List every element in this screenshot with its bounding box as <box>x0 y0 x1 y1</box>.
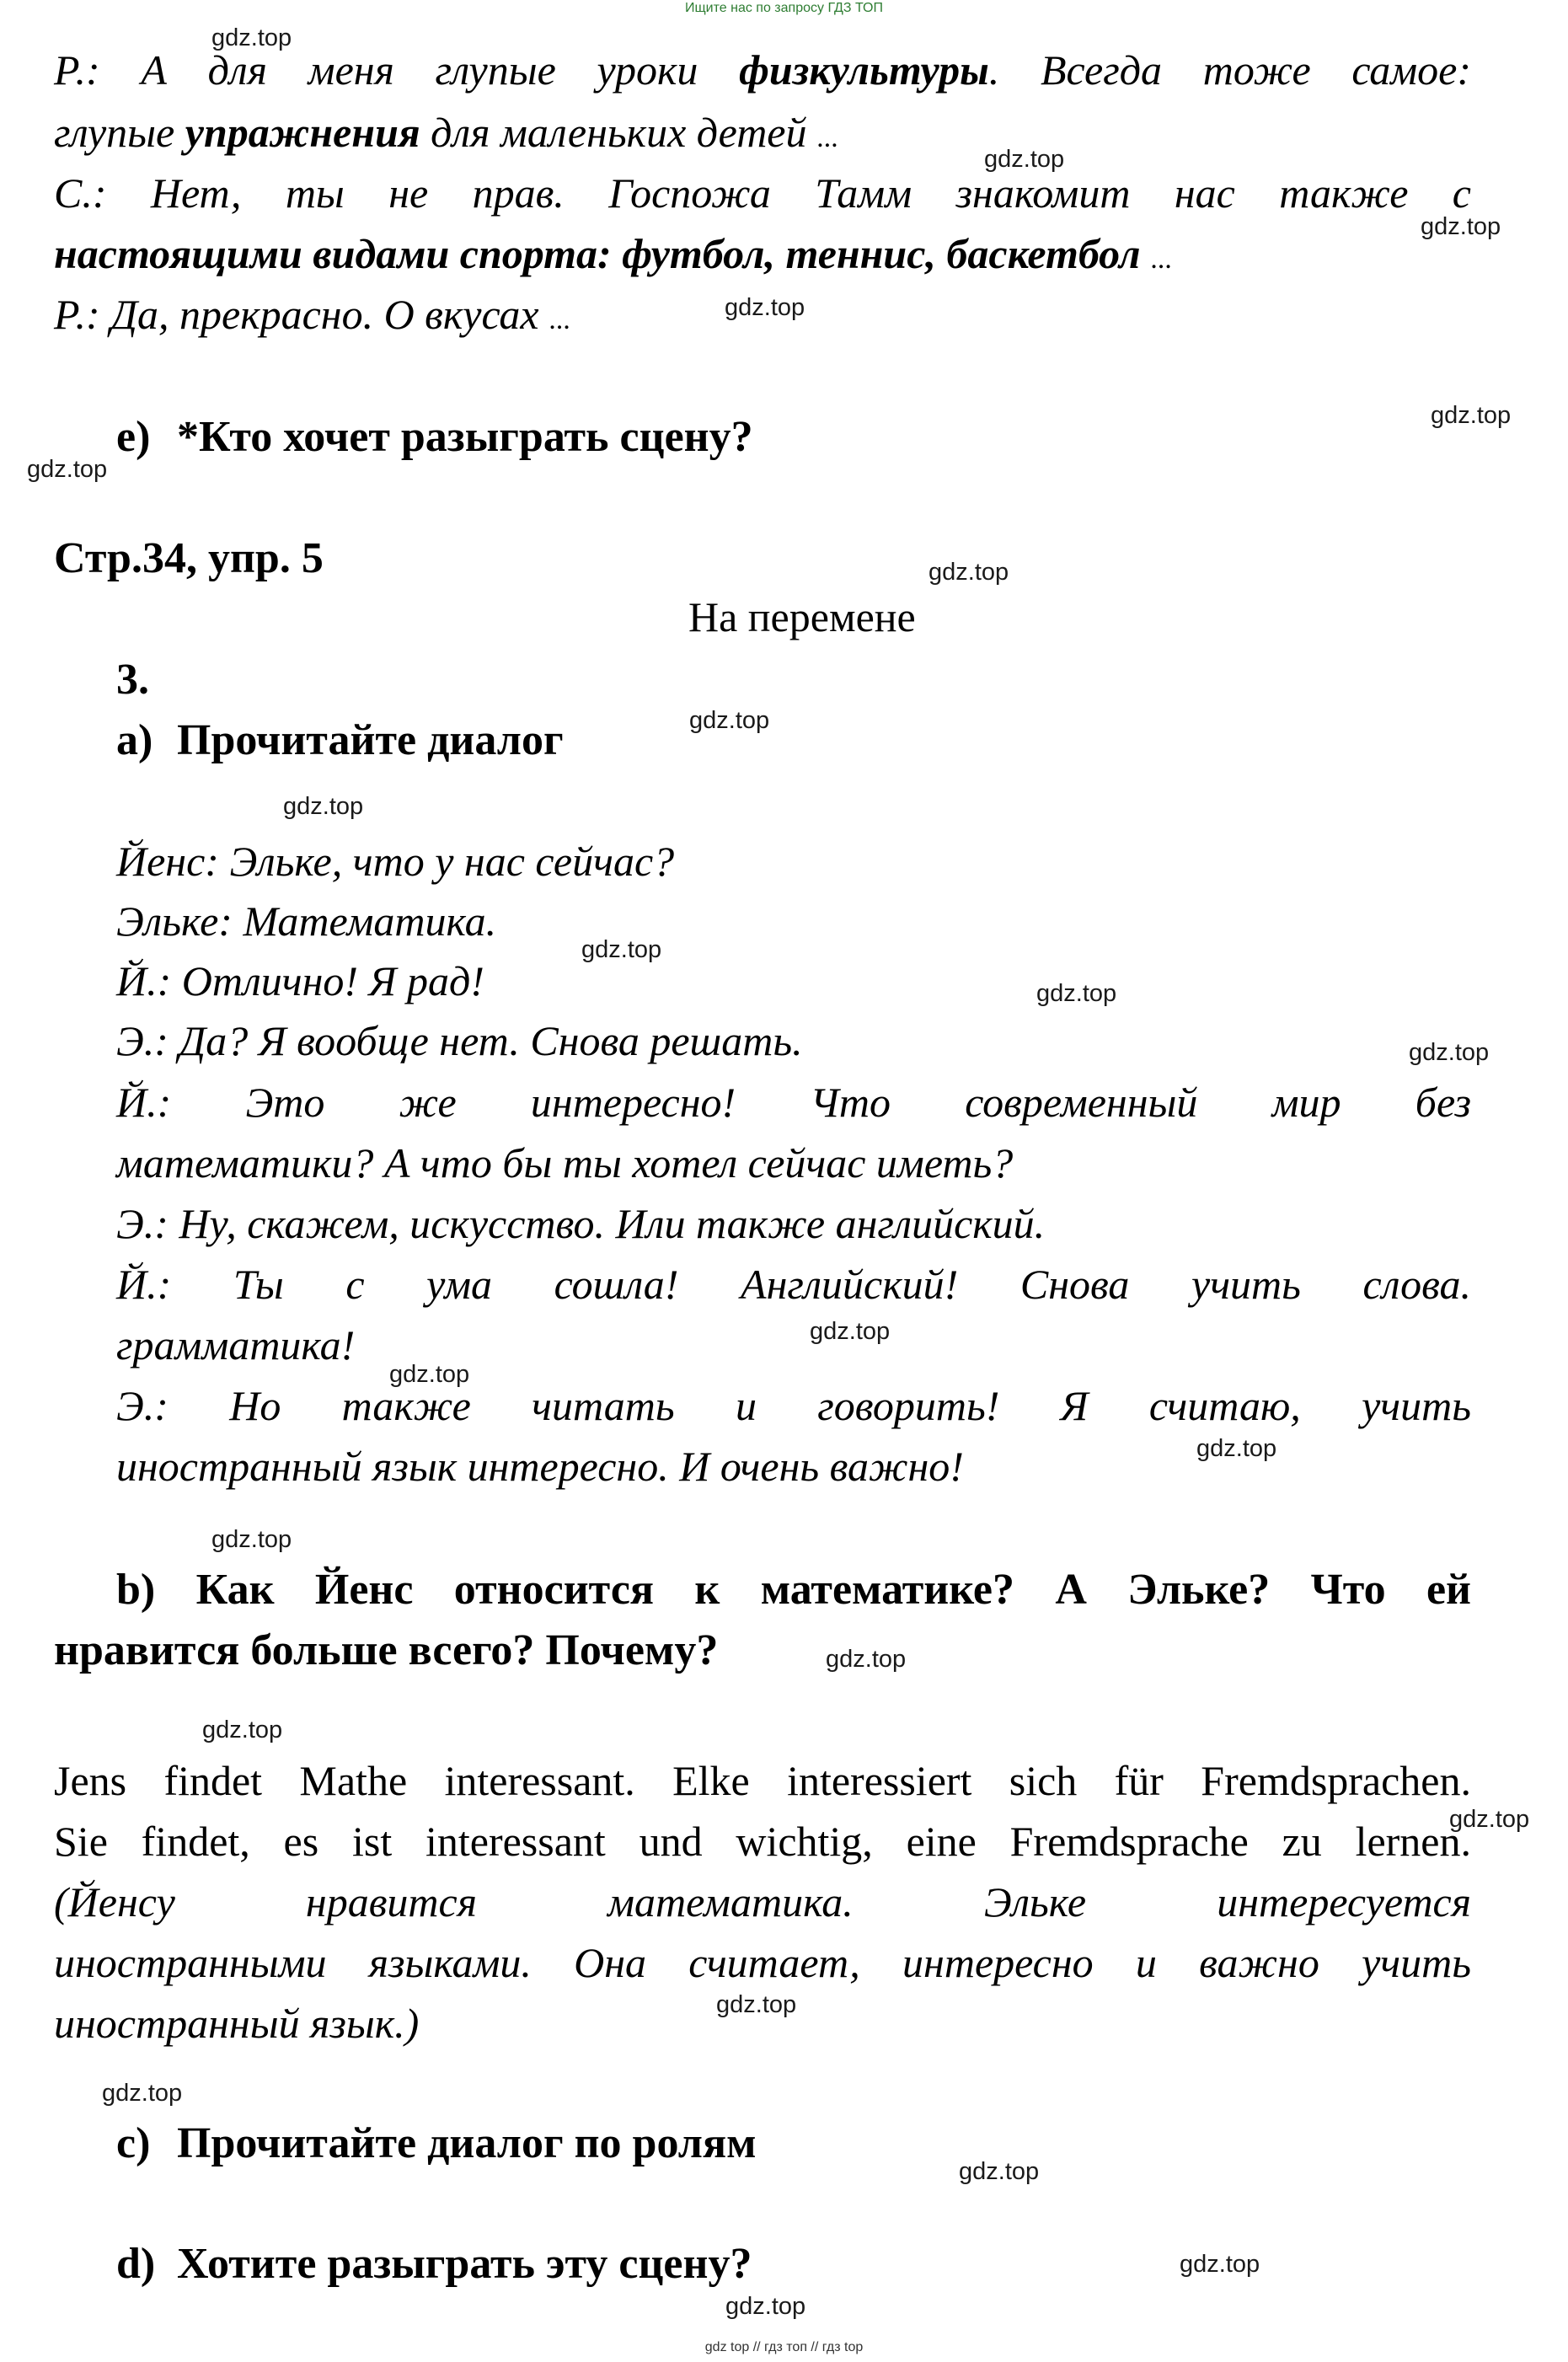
intro-line-3: С.: Нет, ты не прав. Госпожа Тамм знакомит нас также с <box>54 169 1471 217</box>
dialog-line-3: Й.: Отлично! Я рад! <box>116 957 484 1004</box>
dialog-line-2: Эльке: Математика. <box>116 897 497 945</box>
dialog-line-6: математики? А что бы ты хотел сейчас иметь? <box>116 1139 1014 1186</box>
watermark: gdz.top <box>725 2293 806 2320</box>
keyword-exercises: упражнения <box>185 109 420 156</box>
translation-line-1: (Йенсу нравится математика. Эльке интересуется <box>54 1878 1471 1925</box>
dialog-line-10: Э.: Но также читать и говорить! Я считаю, учить <box>116 1382 1471 1429</box>
task-c-letter: c) <box>116 2119 151 2167</box>
answer-line-2: Sie findet, es ist interessant und wichtig, eine Fremdsprache zu lernen. <box>54 1818 1471 1865</box>
watermark: gdz.top <box>810 1318 891 1345</box>
watermark: gdz.top <box>1449 1806 1530 1833</box>
watermark: gdz.top <box>1196 1435 1277 1462</box>
task-d-text: Хотите разыграть эту сцену? <box>177 2240 752 2288</box>
watermark: gdz.top <box>928 559 1009 586</box>
watermark: gdz.top <box>27 456 108 483</box>
translation-line-2: иностранными языками. Она считает, интересно и важно учить <box>54 1939 1471 1986</box>
top-search-note: Ищите нас по запросу ГДЗ ТОП <box>685 1 883 15</box>
watermark: gdz.top <box>1409 1039 1490 1066</box>
intro-line-4: настоящими видами спорта: футбол, теннис, баскетбол ... <box>54 230 1173 277</box>
task-a-letter: a) <box>116 716 153 764</box>
watermark: gdz.top <box>984 146 1065 173</box>
dialog-line-8: Й.: Ты с ума сошла! Английский! Снова учить слова. <box>116 1261 1471 1308</box>
watermark: gdz.top <box>202 1717 283 1743</box>
exercise-reference: Стр.34, упр. 5 <box>54 534 324 582</box>
intro-line-1: Р.: А для меня глупые уроки физкультуры. Всегда тоже самое: <box>54 46 1472 94</box>
dialog-title: На перемене <box>688 593 916 640</box>
watermark: gdz.top <box>211 24 292 51</box>
watermark: gdz.top <box>102 2080 183 2107</box>
watermark: gdz.top <box>1036 980 1117 1007</box>
keyword-physical-education: физкультуры <box>739 46 989 94</box>
task-e-text: *Кто хочет разыграть сцену? <box>177 413 753 461</box>
dialog-line-4: Э.: Да? Я вообще нет. Снова решать. <box>116 1017 803 1064</box>
task-e-letter: e) <box>116 413 151 461</box>
dialog-line-11: иностранный язык интересно. И очень важно! <box>116 1443 964 1490</box>
keyword-sports: настоящими видами спорта: футбол, теннис, баскетбол <box>54 230 1141 277</box>
answer-line-1: Jens findet Mathe interessant. Elke interessiert sich für Fremdsprachen. <box>54 1757 1471 1804</box>
task-c-text: Прочитайте диалог по ролям <box>177 2119 757 2167</box>
task-d-letter: d) <box>116 2240 156 2288</box>
task-number: 3. <box>116 656 149 704</box>
intro-line-5: Р.: Да, прекрасно. О вкусах ... <box>54 291 571 338</box>
watermark: gdz.top <box>725 294 805 321</box>
watermark: gdz.top <box>1431 402 1512 429</box>
watermark: gdz.top <box>826 1646 907 1673</box>
watermark: gdz.top <box>389 1361 470 1388</box>
dialog-line-9: грамматика! <box>116 1321 356 1368</box>
task-b-line-1: b) Как Йенс относится к математике? А Эльке? Что ей <box>116 1566 1471 1614</box>
watermark: gdz.top <box>1180 2251 1260 2278</box>
watermark: gdz.top <box>581 936 662 963</box>
watermark: gdz.top <box>959 2158 1040 2185</box>
watermark: gdz.top <box>689 707 770 734</box>
dialog-line-5: Й.: Это же интересно! Что современный мир без <box>116 1079 1471 1126</box>
watermark: gdz.top <box>211 1526 292 1553</box>
task-b-line-2: нравится больше всего? Почему? <box>54 1626 719 1674</box>
watermark: gdz.top <box>716 1991 797 2018</box>
watermark: gdz.top <box>283 793 364 820</box>
watermark: gdz.top <box>1421 213 1501 240</box>
task-a-text: Прочитайте диалог <box>177 716 564 764</box>
dialog-line-7: Э.: Ну, скажем, искусство. Или также английский. <box>116 1200 1046 1247</box>
footer-note: gdz top // гдз топ // гдз top <box>704 2340 864 2354</box>
intro-line-2: глупые упражнения для маленьких детей ... <box>54 109 839 156</box>
translation-line-3: иностранный язык.) <box>54 2000 420 2047</box>
dialog-line-1: Йенс: Эльке, что у нас сейчас? <box>116 838 675 885</box>
